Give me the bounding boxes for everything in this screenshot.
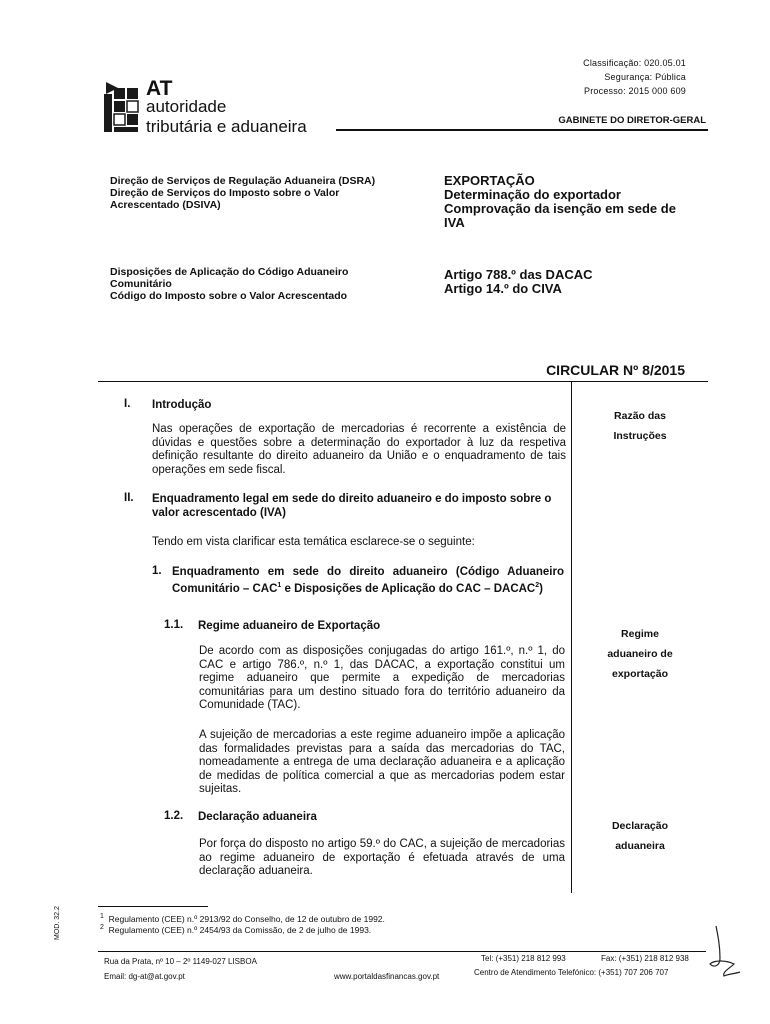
side-note-reason-line-1: Razão das <box>614 410 666 422</box>
section-2-number: II. <box>124 492 134 504</box>
legal-sources <box>110 266 430 302</box>
articles-block <box>444 268 694 296</box>
subsection-1-title-a: Enquadramento em sede do direito aduaneiro (Código Aduaneiro Comunitário – CAC <box>172 566 564 595</box>
side-note-regime <box>584 624 696 684</box>
footnote-2 <box>100 923 371 935</box>
subsection-1-title-b: e Disposições de Aplicação do CAC – DACAC <box>281 582 536 595</box>
classification: Classificação: 020.05.01 <box>583 58 686 68</box>
subsection-1-title <box>172 565 564 596</box>
subsection-1-1-paragraph-2: A sujeição de mercadorias a este regime aduaneiro impõe a aplicação das formalidades previstas para a saída das mercadorias do TAC, nomeadamente a entrega de uma declaração aduaneira e a aplicação de medidas de política comercial a que as mercadorias podem estar sujeitas. <box>199 729 565 795</box>
footer-website: www.portaldasfinancas.gov.pt <box>334 972 440 981</box>
footer-call-center: Centro de Atendimento Telefónico: (+351) 707 206 707 <box>474 968 669 977</box>
section-1-paragraph: Nas operações de exportação de mercadorias é recorrente a existência de dúvidas e questões sobre a determinação do exportador à luz da respetiva definição resultante do direito aduaneiro da União e o enquadramento de tais operações em sede fiscal. <box>152 423 566 476</box>
footer-fax: Fax: (+351) 218 812 938 <box>601 954 689 963</box>
section-1-title: Introdução <box>152 399 212 411</box>
footnote-2-text: Regulamento (CEE) n.º 2454/93 da Comissão, de 2 de julho de 1993. <box>108 924 372 935</box>
process-number: Processo: 2015 000 609 <box>584 86 686 96</box>
header-rule <box>336 129 708 131</box>
side-note-regime-line-3: exportação <box>611 668 669 680</box>
footer-address: Rua da Prata, nº 10 – 2º 1149-027 LISBOA <box>104 957 257 966</box>
footnote-ref-1: 1 <box>277 582 282 589</box>
security-level: Segurança: Pública <box>604 72 686 82</box>
logo-at: AT <box>146 77 173 100</box>
section-2-intro: Tendo em vista clarificar esta temática esclarece-se o seguinte: <box>152 536 475 548</box>
logo-tributaria: tributária e aduaneira <box>146 117 307 136</box>
handwritten-signature-mark <box>704 924 744 980</box>
circular-number: CIRCULAR Nº 8/2015 <box>546 362 685 378</box>
footnote-2-number: 2 <box>100 924 104 931</box>
subsection-1-number: 1. <box>152 565 162 577</box>
issuing-services <box>110 175 430 211</box>
footnote-rule <box>98 906 208 907</box>
side-note-declaration <box>584 816 696 856</box>
legal-source-2: Comunitário <box>110 278 172 290</box>
logo-autoridade: autoridade <box>146 97 227 116</box>
issuing-service-1: Direção de Serviços de Regulação Aduaneira (DSRA) <box>110 175 376 187</box>
side-note-reason-line-2: Instruções <box>613 430 667 442</box>
footnote-1-text: Regulamento (CEE) n.º 2913/92 do Conselho, de 12 de outubro de 1992. <box>108 913 385 924</box>
subject-line-4: IVA <box>444 215 465 230</box>
subsection-1-title-c: ) <box>539 582 543 595</box>
body-top-rule <box>98 381 708 382</box>
department-label: GABINETE DO DIRETOR-GERAL <box>558 115 706 126</box>
at-logo-icon <box>104 80 140 132</box>
footnote-ref-2: 2 <box>535 582 540 589</box>
subsection-1-1-title: Regime aduaneiro de Exportação <box>198 620 381 632</box>
issuing-service-3: Acrescentado (DSIVA) <box>110 199 221 211</box>
legal-source-3: Código do Imposto sobre o Valor Acrescentado <box>110 290 348 302</box>
subsection-1-2-title: Declaração aduaneira <box>198 811 317 823</box>
subsection-1-1-paragraph-1: De acordo com as disposições conjugadas do artigo 161.º, n.º 1, do CAC e artigo 786.º, n.º 1, das DACAC, a exportação constitui um regime aduaneiro que permite a expedição de mercadorias comunitárias para um destino situado fora do território aduaneiro da Comunidade (TAC). <box>199 645 565 711</box>
side-note-declaration-line-1: Declaração <box>611 820 669 832</box>
subsection-1-2-number: 1.2. <box>164 810 184 822</box>
article-2: Artigo 14.º do CIVA <box>444 281 562 296</box>
side-note-regime-line-1: Regime <box>621 628 659 640</box>
form-model-code: MOD. 32.2 <box>54 906 61 940</box>
document-metadata <box>583 56 686 98</box>
section-1-number: I. <box>124 398 131 410</box>
footer-rule <box>98 951 706 952</box>
footnote-1-number: 1 <box>100 913 104 920</box>
side-note-regime-line-2: aduaneiro de <box>607 648 673 660</box>
legal-source-1: Disposições de Aplicação do Código Aduaneiro <box>110 266 349 278</box>
subject-block <box>444 174 694 230</box>
subject-line-2: Determinação do exportador <box>444 187 621 202</box>
subject-line-3: Comprovação da isenção em sede de <box>444 201 676 216</box>
footer-email: Email: dg-at@at.gov.pt <box>104 972 185 981</box>
subsection-1-2-paragraph: Por força do disposto no artigo 59.º do CAC, a sujeição de mercadorias ao regime aduaneiro de exportação é efetuada através de uma declaração aduaneira. <box>199 838 565 877</box>
issuing-service-2: Direção de Serviços do Imposto sobre o Valor <box>110 187 340 199</box>
section-2-title: Enquadramento legal em sede do direito aduaneiro e do imposto sobre o valor acrescentado (IVA) <box>152 493 552 519</box>
side-note-reason <box>584 406 696 446</box>
article-1: Artigo 788.º das DACAC <box>444 267 593 282</box>
subject-title: EXPORTAÇÃO <box>444 173 535 188</box>
footer-phone: Tel: (+351) 218 812 993 <box>481 954 566 963</box>
subsection-1-1-number: 1.1. <box>164 619 184 631</box>
side-note-declaration-line-2: aduaneira <box>615 840 665 852</box>
